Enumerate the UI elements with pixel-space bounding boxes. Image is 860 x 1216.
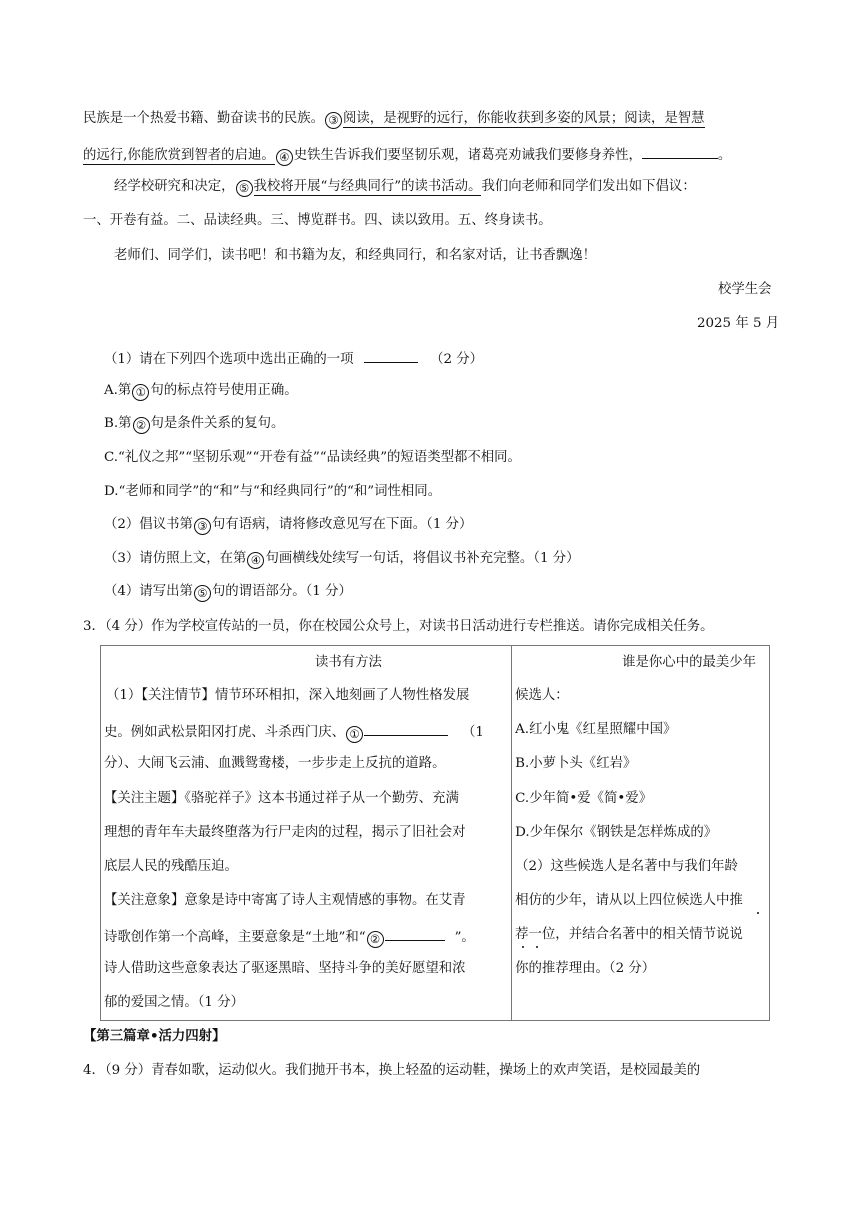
text: （3）请仿照上文，在第 <box>104 551 247 566</box>
circled-number: ② <box>367 931 384 948</box>
left-line: （1）【关注情节】情节环环相扣，深入地刻画了人物性格发展 <box>106 688 470 703</box>
left-line <box>104 723 484 743</box>
intro-line-1 <box>83 112 705 129</box>
q2-option-a[interactable] <box>104 384 298 401</box>
right-line: 相仿的少年，请从以上四位候选人中推 <box>515 893 743 908</box>
right-line: B.小萝卜头《红岩》 <box>515 756 637 771</box>
text: 句画横线处续写一句话，将倡议书补充完整。（1 分） <box>265 551 580 566</box>
circled-number: ③ <box>325 112 342 129</box>
text: ”。 <box>454 930 475 945</box>
circled-number: ⑤ <box>236 180 253 197</box>
left-title: 读书有方法 <box>315 655 382 670</box>
left-line: 【关注主题】《骆驼祥子》这本书通过祥子从一个勤劳、充满 <box>104 791 459 806</box>
text: 我们向老师和同学们发出如下倡议： <box>481 179 696 194</box>
text: 句是条件关系的复句。 <box>150 416 285 431</box>
left-line: 分）、大闹飞云浦、血溅鸳鸯楼，一步步走上反抗的道路。 <box>104 756 446 771</box>
text: 史。例如武松景阳冈打虎、斗杀西门庆、 <box>104 725 346 740</box>
left-line <box>104 928 475 948</box>
q2-sub4 <box>104 585 352 602</box>
underlined-sentence: 阅读，是视野的远行，你能收获到多姿的风景；阅读，是智慧 <box>343 111 705 126</box>
date: 2025 年 5 月 <box>697 316 780 331</box>
text: （2）倡议书第 <box>104 517 193 532</box>
q4-stem: 4．（9 分）青春如歌，运动似火。我们抛开书本，换上轻盈的运动鞋，操场上的欢声笑语，是校园最美的 <box>83 1063 701 1078</box>
left-column <box>101 646 512 1021</box>
q2-sub3 <box>104 552 580 569</box>
left-line: 理想的青年车夫最终堕落为行尸走肉的过程，揭示了旧社会对 <box>104 825 466 840</box>
left-line: 诗人借助这些意象表达了驱逐黑暗、坚持斗争的美好愿望和浓 <box>104 961 466 976</box>
emphasis-dot <box>536 946 538 948</box>
q2-sub1 <box>104 350 483 366</box>
emphasis-dot <box>757 912 759 914</box>
text: （1 <box>462 725 484 740</box>
left-line: 【关注意象】意象是诗中寄寓了诗人主观情感的事物。在艾青 <box>104 893 466 908</box>
text: 诗歌创作第一个高峰，主要意象是“土地”和“ <box>104 930 366 945</box>
text: （2 分） <box>430 352 484 367</box>
q2-option-b[interactable] <box>104 417 284 434</box>
underlined-sentence: 的远行,你能欣赏到智者的启迪。 <box>83 148 275 163</box>
text: （4）请写出第 <box>104 584 193 599</box>
q2-sub2 <box>104 518 472 535</box>
section-heading: 【第三篇章•活力四射】 <box>83 1028 226 1044</box>
text: 句的谓语部分。（1 分） <box>211 584 352 599</box>
q3-table <box>100 645 770 1021</box>
right-line: D.少年保尔《钢铁是怎样炼成的》 <box>515 825 718 840</box>
right-line: 候选人： <box>515 688 569 703</box>
text: 经学校研究和决定， <box>114 179 235 194</box>
text: B.第 <box>104 416 132 431</box>
right-line: （2）这些候选人是名著中与我们年龄 <box>515 859 738 874</box>
circled-number: ② <box>133 417 150 434</box>
intro-line-5: 老师们、同学们，读书吧！和书籍为友，和经典同行，和名家对话，让书香飘逸！ <box>114 248 597 263</box>
right-column <box>512 646 770 1021</box>
text: 史铁生告诉我们要坚韧乐观，诸葛亮劝诫我们要修身养性， <box>293 148 642 163</box>
right-line: 你的推荐理由。（2 分） <box>515 961 656 976</box>
q2-option-d[interactable]: D.“老师和同学”的“和”与“和经典同行”的“和”词性相同。 <box>104 484 442 499</box>
text: 句的标点符号使用正确。 <box>150 383 298 398</box>
q2-option-c[interactable]: C.“礼仪之邦”“坚韧乐观”“开卷有益”“品读经典”的短语类型都不相同。 <box>104 450 521 465</box>
intro-line-4: 一、开卷有益。二、品读经典。三、博览群书。四、读以致用。五、终身读书。 <box>83 213 552 228</box>
text: A.第 <box>104 383 132 398</box>
circled-number: ① <box>132 384 149 401</box>
circled-number: ③ <box>194 518 211 535</box>
right-title: 谁是你心中的最美少年 <box>622 655 757 670</box>
circled-number: ① <box>346 726 363 743</box>
text: 。 <box>717 148 732 163</box>
right-line: 荐一位，并结合名著中的相关情节说说 <box>515 927 743 942</box>
signer: 校学生会 <box>718 282 772 297</box>
circled-number: ⑤ <box>194 585 211 602</box>
answer-blank[interactable] <box>385 928 445 941</box>
left-line: 底层人民的残酷压迫。 <box>104 859 238 874</box>
underlined-sentence: 我校将开展“与经典同行”的读书活动。 <box>253 179 482 194</box>
text: 民族是一个热爱书籍、勤奋读书的民族。 <box>83 111 325 126</box>
answer-blank[interactable] <box>364 350 418 363</box>
circled-number: ④ <box>247 552 264 569</box>
text: 句有语病，请将修改意见写在下面。（1 分） <box>211 517 473 532</box>
answer-blank <box>642 146 718 159</box>
circled-number: ④ <box>276 149 293 166</box>
emphasis-dot <box>522 946 524 948</box>
intro-line-2 <box>83 146 731 166</box>
q3-stem: 3．（4 分）作为学校宣传站的一员，你在校园公众号上，对读书日活动进行专栏推送。请你完成相关任务。 <box>83 619 714 634</box>
text: （1）请在下列四个选项中选出正确的一项 <box>104 352 354 367</box>
answer-blank[interactable] <box>364 723 448 736</box>
intro-line-3 <box>114 180 696 197</box>
right-line: C.少年简•爱《简•爱》 <box>515 791 653 806</box>
right-line: A.红小鬼《红星照耀中国》 <box>515 722 677 737</box>
left-line: 郁的爱国之情。（1 分） <box>104 995 244 1010</box>
